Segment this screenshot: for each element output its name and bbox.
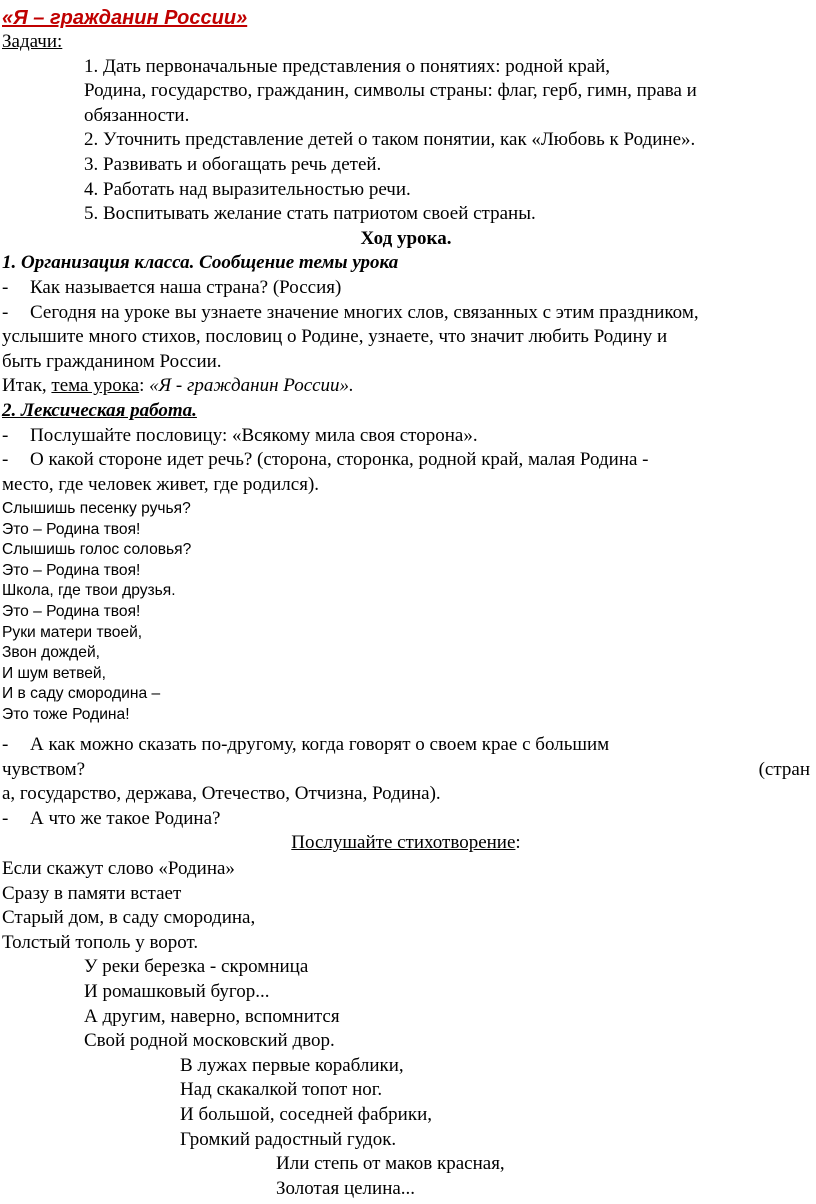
- lesson-intro-text-1: Сегодня на уроке вы узнаете значение многих слов, связанных с этим праздником,: [30, 301, 699, 323]
- homeland-question-text: А что же такое Родина?: [30, 807, 221, 829]
- poem-line: Руки матери твоей,: [2, 623, 143, 641]
- tasks-block: [2, 30, 810, 497]
- side-question-line-2: место, где человек живет, где родился).: [2, 473, 320, 495]
- task-1-line-1: 1. Дать первоначальные представления о понятиях: родной край,: [84, 55, 611, 77]
- poem-line: И в саду смородина –: [2, 685, 161, 703]
- topic-prefix: Итак,: [2, 375, 52, 397]
- task-5: 5. Воспитывать желание стать патриотом своей страны.: [84, 203, 536, 225]
- poem-line: Громкий радостный гудок.: [180, 1128, 397, 1150]
- poem-line: Если скажут слово «Родина»: [2, 858, 235, 879]
- side-question-line-1: [2, 448, 810, 473]
- poem-line: Это – Родина твоя!: [2, 561, 141, 579]
- synonyms-block: [2, 733, 810, 856]
- synonym-question-line-2: [2, 758, 810, 783]
- lesson-intro-line-1: [2, 301, 810, 326]
- poem-line: Слышишь голос соловья?: [2, 541, 192, 559]
- synonym-question-right: (стран: [758, 758, 810, 780]
- poem-if-they-say: [2, 857, 810, 1201]
- poem-line: Школа, где твои друзья.: [2, 582, 176, 600]
- poem-line: Слышишь песенку ручья?: [2, 500, 191, 517]
- synonym-question-line-1: [2, 733, 810, 758]
- listen-poem-label: Послушайте стихотворение: [291, 832, 516, 854]
- poem-line: Это – Родина твоя!: [2, 602, 141, 620]
- task-4: 4. Работать над выразительностью речи.: [84, 178, 411, 200]
- page-title: «Я – гражданин России»: [2, 7, 248, 29]
- poem-line: И ромашковый бугор...: [84, 980, 270, 1002]
- topic-colon: :: [139, 375, 150, 397]
- poem-line: Это тоже Родина!: [2, 705, 130, 723]
- poem-line: Свой родной московский двор.: [84, 1030, 335, 1052]
- poem-line: Это – Родина твоя!: [2, 520, 141, 538]
- question-country: [2, 276, 810, 301]
- side-question-text: О какой стороне идет речь? (сторона, сторонка, родной край, малая Родина -: [30, 449, 649, 471]
- question-country-text: Как называется наша страна? (Россия): [30, 276, 342, 298]
- dash-marker: -: [2, 449, 9, 471]
- task-2: 2. Уточнить представление детей о таком понятии, как «Любовь к Родине».: [84, 129, 696, 151]
- dash-marker: -: [2, 301, 9, 323]
- lesson-intro-line-2: услышите много стихов, пословиц о Родине, узнаете, что значит любить Родину и: [2, 326, 668, 348]
- poem-homeland: [2, 499, 810, 726]
- poem-line: Над скакалкой топот ног.: [180, 1079, 383, 1101]
- poem-line: Старый дом, в саду смородина,: [2, 907, 256, 929]
- poem-line: Сразу в памяти встает: [2, 882, 182, 904]
- poem-line: И большой, соседней фабрики,: [180, 1103, 433, 1125]
- topic-label: тема урока: [51, 375, 140, 397]
- topic-value: «Я - гражданин России».: [149, 375, 354, 397]
- synonym-question-text: А как можно сказать по-другому, когда говорят о своем крае с большим: [30, 734, 610, 755]
- lesson-topic: [2, 374, 810, 399]
- lesson-intro-line-3: быть гражданином России.: [2, 350, 222, 372]
- listen-poem-colon: :: [515, 832, 521, 854]
- section-2-heading: 2. Лексическая работа.: [2, 399, 197, 421]
- task-1-line-2: Родина, государство, гражданин, символы страны: флаг, герб, гимн, права и: [84, 80, 697, 102]
- poem-line: У реки березка - скромница: [84, 956, 309, 978]
- dash-marker: -: [2, 807, 9, 829]
- proverb-line: [2, 424, 810, 449]
- tasks-heading: Задачи:: [2, 31, 63, 52]
- poem-line: А другим, наверно, вспомнится: [84, 1005, 340, 1027]
- task-1-line-3: обязанности.: [84, 104, 190, 126]
- dash-marker: -: [2, 734, 9, 755]
- lesson-heading: Ход урока.: [360, 227, 452, 249]
- homeland-question: [2, 807, 810, 832]
- poem-line: И шум ветвей,: [2, 664, 106, 682]
- task-3: 3. Развивать и обогащать речь детей.: [84, 153, 382, 175]
- synonym-question-line-3: а, государство, держава, Отечество, Отчизна, Родина).: [2, 783, 441, 805]
- dash-marker: -: [2, 424, 9, 446]
- poem-line: В лужах первые кораблики,: [180, 1054, 404, 1076]
- poem-line: Или степь от маков красная,: [276, 1153, 505, 1175]
- poem-line: Толстый тополь у ворот.: [2, 931, 199, 953]
- section-1-heading: 1. Организация класса. Сообщение темы урока: [2, 252, 399, 274]
- poem-line: Золотая целина...: [276, 1177, 416, 1199]
- listen-poem-heading: [2, 831, 810, 856]
- synonym-question-left: чувством?: [2, 758, 86, 780]
- proverb-text: Послушайте пословицу: «Всякому мила своя сторона».: [30, 424, 478, 446]
- poem-line: Звон дождей,: [2, 644, 100, 662]
- dash-marker: -: [2, 276, 9, 298]
